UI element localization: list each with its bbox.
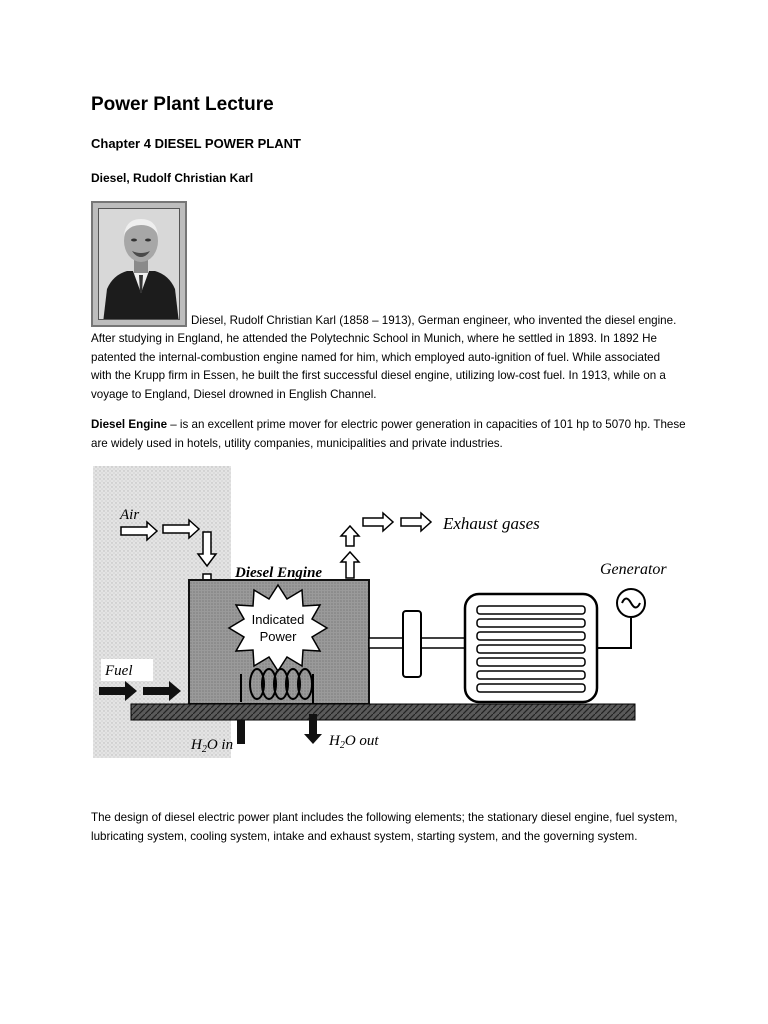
bio-line: with the Krupp firm in Essen, he built the first successful diesel engine, utilizing low-cost fuel. In 1913, while on a — [91, 369, 666, 382]
fuel-label: Fuel — [105, 663, 133, 679]
generator-label: Generator — [600, 561, 667, 578]
bio-line: After studying in England, he attended the Polytechnic School in Munich, where he settled in 1893. In 1892 He — [91, 332, 657, 345]
generator-wire — [597, 618, 631, 648]
engine-paragraph — [91, 416, 691, 453]
portrait-frame — [98, 208, 180, 320]
water-out-label: $H_2O$ out — [329, 733, 379, 751]
water-in-label: $H_2O$ in — [191, 737, 234, 755]
ground-base — [131, 704, 635, 720]
exhaust-label: Exhaust gases — [443, 514, 540, 533]
portrait-figure — [99, 209, 180, 320]
section-heading: Diesel, Rudolf Christian Karl — [91, 171, 254, 185]
diagram-svg — [91, 462, 683, 768]
bio-line: voyage to England, Diesel drowned in English Channel. — [91, 387, 377, 401]
term-diesel-engine: Diesel Engine — [91, 418, 168, 431]
coupling-flange — [403, 611, 421, 677]
generator-body — [465, 594, 597, 702]
design-line-2: lubricating system, cooling system, intake and exhaust system, starting system, and the governing system. — [91, 829, 638, 843]
engine-label: Diesel Engine — [235, 565, 323, 581]
engine-line-1 — [91, 416, 691, 435]
indicated-power-label-2: Power — [259, 629, 297, 644]
design-paragraph — [91, 809, 691, 846]
bio-line: patented the internal-combustion engine named for him, which employed auto-ignition of fuel. While associated — [91, 350, 661, 364]
water-in-arrow-icon — [237, 720, 245, 744]
exhaust-up-arrow-icon — [341, 552, 359, 578]
exhaust-arrow-icon — [401, 513, 431, 531]
indicated-power-label-1: Indicated — [251, 612, 305, 627]
air-label: Air — [120, 507, 140, 523]
diesel-plant-diagram — [91, 462, 683, 768]
chapter-heading: Chapter 4 DIESEL POWER PLANT — [91, 136, 301, 151]
exhaust-up-arrow-icon — [341, 526, 359, 546]
engine-definition: – is an excellent prime mover for electric power generation in capacities of 101 hp to 5070 hp. These — [167, 418, 686, 431]
engine-line-2: are widely used in hotels, utility companies, municipalities and private industries. — [91, 436, 503, 450]
bio-first-line: Diesel, Rudolf Christian Karl (1858 – 1913), German engineer, who invented the diesel engine. — [191, 314, 677, 327]
exhaust-arrow-icon — [363, 513, 393, 531]
portrait-photo — [91, 201, 187, 327]
bio-paragraph — [91, 330, 691, 404]
page-title: Power Plant Lecture — [91, 94, 274, 115]
design-line-1: The design of diesel electric power plant includes the following elements; the stationary diesel engine, fuel system, — [91, 811, 678, 824]
